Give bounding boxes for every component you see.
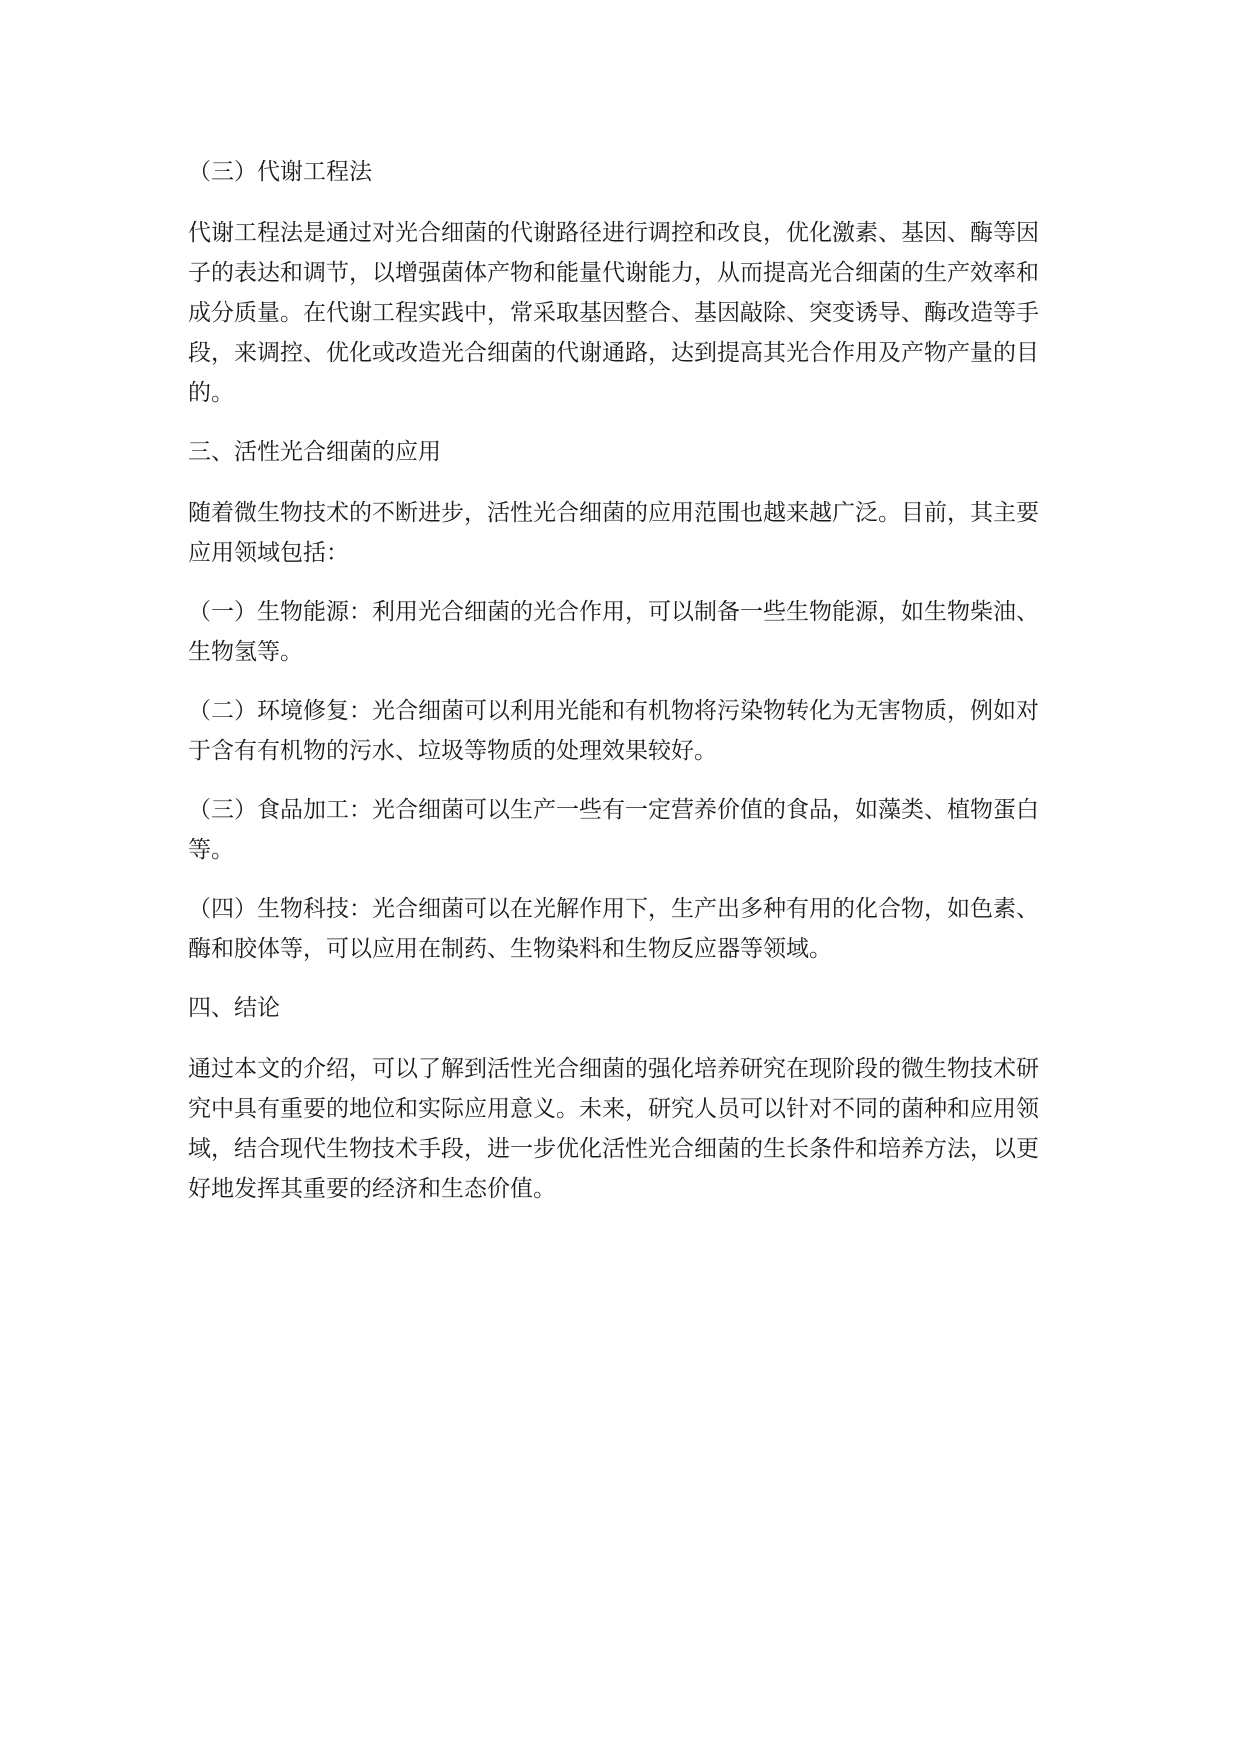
paragraph-conclusion: 通过本文的介绍，可以了解到活性光合细菌的强化培养研究在现阶段的微生物技术研究中具有重要的地位和实际应用意义。未来，研究人员可以针对不同的菌种和应用领域，结合现代生物技术手段，进一步优化活性光合细菌的生长条件和培养方法，以更好地发挥其重要的经济和生态价值。 — [188, 1056, 1039, 1202]
section-heading-conclusion: 四、结论 — [188, 995, 280, 1021]
paragraph-biotechnology: （四）生物科技：光合细菌可以在光解作用下，生产出多种有用的化合物，如色素、酶和胶体等，可以应用在制药、生物染料和生物反应器等领域。 — [188, 896, 1039, 962]
paragraph-bioenergy: （一）生物能源：利用光合细菌的光合作用，可以制备一些生物能源，如生物柴油、生物氢等。 — [188, 599, 1039, 665]
section-heading-metabolic-engineering: （三）代谢工程法 — [188, 159, 372, 185]
paragraph-metabolic-engineering: 代谢工程法是通过对光合细菌的代谢路径进行调控和改良，优化激素、基因、酶等因子的表达和调节，以增强菌体产物和能量代谢能力，从而提高光合细菌的生产效率和成分质量。在代谢工程实践中，常采取基因整合、基因敲除、突变诱导、酶改造等手段，来调控、优化或改造光合细菌的代谢通路，达到提高其光合作用及产物产量的目的。 — [188, 220, 1039, 406]
section-heading-applications: 三、活性光合细菌的应用 — [188, 439, 441, 465]
paragraph-food-processing: （三）食品加工：光合细菌可以生产一些有一定营养价值的食品，如藻类、植物蛋白等。 — [188, 797, 1039, 863]
paragraph-applications-intro: 随着微生物技术的不断进步，活性光合细菌的应用范围也越来越广泛。目前，其主要应用领域包括： — [188, 500, 1039, 566]
document-body — [188, 152, 1046, 1228]
paragraph-environmental-remediation: （二）环境修复：光合细菌可以利用光能和有机物将污染物转化为无害物质，例如对于含有有机物的污水、垃圾等物质的处理效果较好。 — [188, 698, 1039, 764]
